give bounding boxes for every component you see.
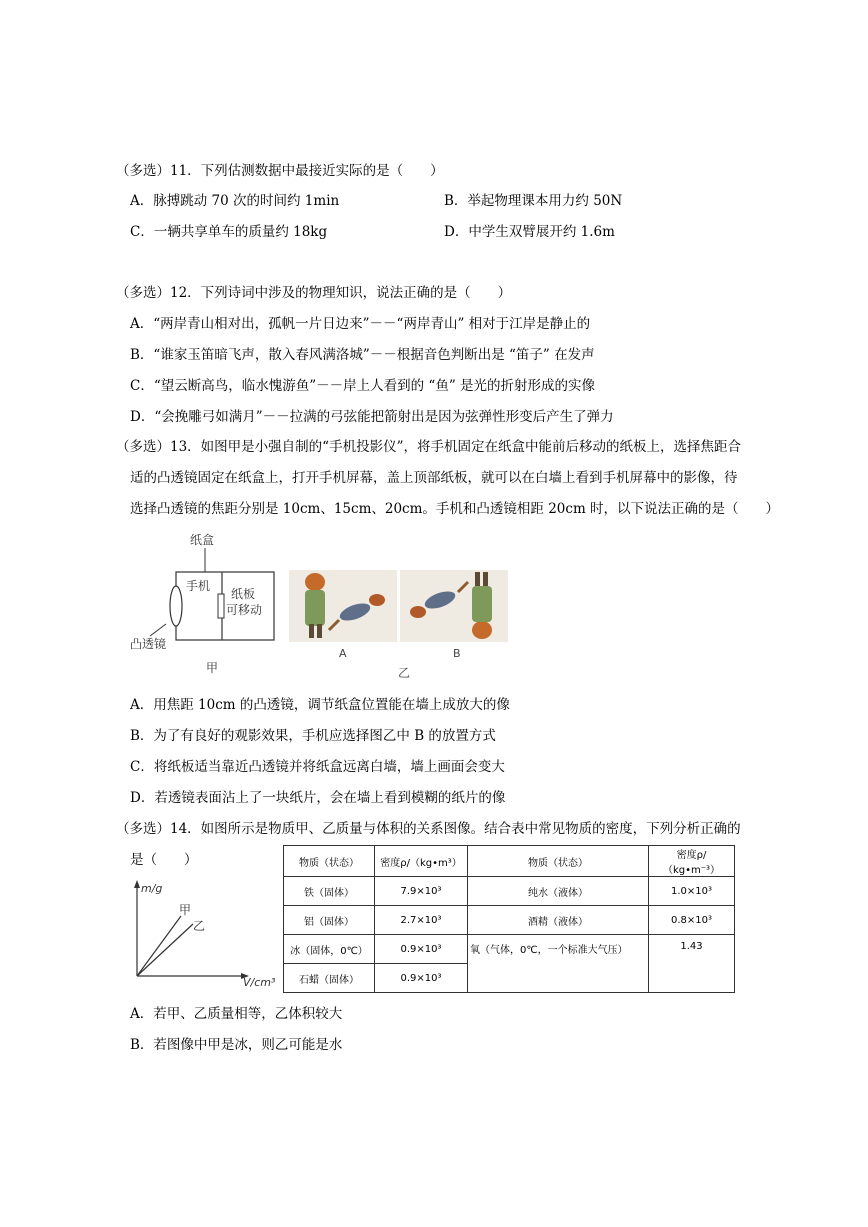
- graph-x-label: V/cm³: [243, 976, 276, 988]
- image-a-label: A: [339, 647, 347, 660]
- header-cell: 物质（状态）: [284, 846, 375, 877]
- table-cell: 1.43: [649, 935, 735, 993]
- table-cell: 酒精（液体）: [468, 906, 649, 935]
- table-cell: 0.9×10³: [375, 964, 468, 993]
- q11-option-b: B．举起物理课本用力约 50N: [444, 193, 623, 209]
- q13-option-c: C．将纸板适当靠近凸透镜并将纸盒远离白墙，墙上画面会变大: [130, 759, 505, 775]
- table-cell: 7.9×10³: [375, 877, 468, 906]
- table-cell: 0.9×10³: [375, 935, 468, 964]
- phone-image-a: [289, 570, 397, 642]
- q14-stem-line-1: （多选）14．如图所示是物质甲、乙质量与体积的关系图像。结合表中常见物质的密度，下列分析正确的: [116, 821, 741, 837]
- q13-option-d: D．若透镜表面沾上了一块纸片，会在墙上看到模糊的纸片的像: [130, 790, 506, 806]
- yi-label: 乙: [398, 666, 411, 680]
- table-cell: 氧（气体，0℃，一个标准大气压）: [468, 935, 649, 993]
- table-row: [284, 877, 735, 906]
- graph-line-yi: 乙: [193, 919, 206, 933]
- table-header-row: [284, 846, 735, 877]
- q11-option-c: C．一辆共享单车的质量约 18kg: [130, 224, 328, 240]
- q12-option-b: B．“谁家玉笛暗飞声，散入春风满洛城”－－根据音色判断出是 “笛子” 在发声: [130, 347, 595, 363]
- graph-y-label: m/g: [141, 882, 163, 895]
- header-cell: 密度ρ/（kg•m³）: [375, 846, 468, 877]
- table-cell: 1.0×10³: [649, 877, 735, 906]
- table-cell: 2.7×10³: [375, 906, 468, 935]
- q12-option-a: A．“两岸青山相对出，孤帆一片日边来”－－“两岸青山” 相对于江岸是静止的: [130, 316, 591, 332]
- mass-volume-graph: [125, 878, 283, 988]
- graph-line-jia: 甲: [179, 903, 192, 917]
- q12-option-d: D．“会挽雕弓如满月”－－拉满的弓弦能把箭射出是因为弦弹性形变后产生了弹力: [130, 409, 614, 425]
- q13-option-a: A．用焦距 10cm 的凸透镜，调节纸盒位置能在墙上成放大的像: [130, 697, 510, 713]
- table-row: [284, 906, 735, 935]
- table-cell: 0.8×10³: [649, 906, 735, 935]
- q14-option-a: A．若甲、乙质量相等，乙体积较大: [130, 1006, 343, 1022]
- projector-box-diagram: [128, 528, 288, 680]
- q11-stem: （多选）11．下列估测数据中最接近实际的是（ ）: [116, 163, 444, 179]
- q14-stem-line-2: 是（ ）: [130, 852, 198, 868]
- q13-stem-line-1: （多选）13．如图甲是小强自制的“手机投影仪”，将手机固定在纸盒中能前后移动的纸板上，选择焦距合: [116, 439, 741, 455]
- table-row: [284, 935, 735, 964]
- lens-label: 凸透镜: [130, 637, 167, 651]
- q14-option-b: B．若图像中甲是冰，则乙可能是水: [130, 1037, 343, 1053]
- q11-option-a: A．脉搏跳动 70 次的时间约 1min: [130, 193, 340, 209]
- q12-stem: （多选）12．下列诗词中涉及的物理知识，说法正确的是（ ）: [116, 285, 512, 301]
- q11-option-d: D．中学生双臂展开约 1.6m: [444, 224, 615, 240]
- table-cell: 石蜡（固体）: [284, 964, 375, 993]
- table-cell: 铝（固体）: [284, 906, 375, 935]
- density-table: [283, 845, 735, 993]
- box-label: 纸盒: [190, 533, 215, 547]
- q13-stem-line-3: 选择凸透镜的焦距分别是 10cm、15cm、20cm。手机和凸透镜相距 20cm 时，以下说法正确的是（ ）: [130, 501, 780, 517]
- board-label-1: 纸板: [231, 587, 256, 601]
- header-cell: 密度ρ/（kg•m⁻³）: [649, 846, 735, 877]
- board-label-2: 可移动: [226, 603, 263, 617]
- q13-stem-line-2: 适的凸透镜固定在纸盒上，打开手机屏幕，盖上顶部纸板，就可以在白墙上看到手机屏幕中的影像，待: [130, 470, 738, 486]
- image-b-label: B: [453, 647, 461, 660]
- q13-option-b: B．为了有良好的观影效果，手机应选择图乙中 B 的放置方式: [130, 728, 496, 744]
- phone-image-b: [400, 570, 508, 642]
- jia-label: 甲: [206, 661, 219, 675]
- table-cell: 冰（固体，0℃）: [284, 935, 375, 964]
- header-cell: 物质（状态）: [468, 846, 649, 877]
- table-cell: 纯水（液体）: [468, 877, 649, 906]
- table-cell: 铁（固体）: [284, 877, 375, 906]
- phone-label: 手机: [186, 579, 211, 593]
- q12-option-c: C．“望云断高鸟，临水愧游鱼”－－岸上人看到的 “鱼” 是光的折射形成的实像: [130, 378, 596, 394]
